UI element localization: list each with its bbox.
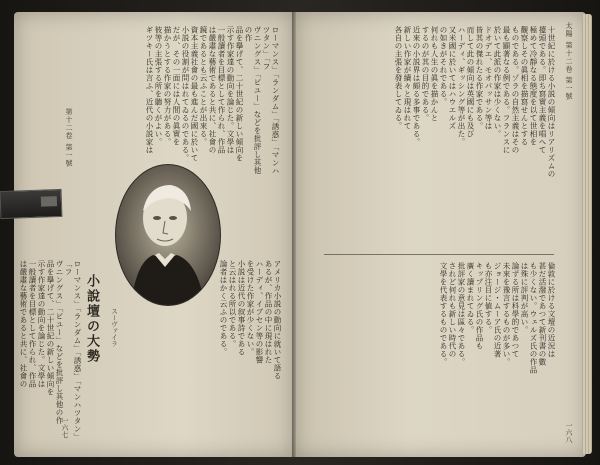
left-folio: 一六七 xyxy=(61,417,69,438)
text-line: ものである。ゾラの自然主義はその xyxy=(511,26,520,154)
text-line: と云はれる所以である。 xyxy=(228,260,237,348)
text-line: 小説の役割が問はれてゐるのである。 xyxy=(181,26,190,162)
text-line: ローマンス」「ランダム」「誘惑」「マンハツタン」「フ xyxy=(262,26,280,175)
text-line: 廣く讀まれてゐる。 xyxy=(466,262,475,334)
text-line: 近來の小説界は頗る多事である。 xyxy=(412,26,421,146)
text-line: も亦注目に値する。 xyxy=(484,262,493,334)
text-line: ドオデエ、モオパッサン等は xyxy=(484,26,493,130)
text-line: 最も顯著なる例である。フランスに xyxy=(502,26,511,154)
text-line: アメリカ小説の動向に就いて語る xyxy=(273,260,282,380)
text-line: 一般讀者を目標として作られ、作品 xyxy=(28,260,37,388)
text-line: キップリング氏の作品も xyxy=(475,262,484,350)
bookmark-clip xyxy=(0,189,62,219)
text-line: 一般讀者を目標として作られ、作品 xyxy=(217,26,226,154)
right-body-bottom xyxy=(321,262,556,447)
text-line: 描かうとする作家の努力がある。 xyxy=(163,26,172,146)
text-line: 新しい作家が續々と現はれて xyxy=(403,26,412,130)
text-line: 資本主義社會の最も進んだ國に於いて xyxy=(190,26,199,162)
text-line: ヴニングス」「ビユー」などを批評し其他の作 xyxy=(55,260,64,425)
text-line: 倫敦に於ける文壇の近況は xyxy=(547,262,556,358)
right-page xyxy=(294,12,586,457)
text-line: 論ずる所は科學的であつて xyxy=(511,262,520,358)
text-line: 示す作家達の動向を論じた。文學は xyxy=(37,260,46,388)
text-line: 皆其の傑れたる作家である。 xyxy=(475,26,484,130)
left-running-head: 第十二卷 第一號 xyxy=(65,108,73,168)
right-body-top xyxy=(321,26,556,251)
text-line: 於いて此派の作家は少くない。 xyxy=(493,26,502,138)
text-line: は嚴肅な藝術であると共に、社會の xyxy=(208,26,217,154)
text-line: するのが其の目的である。 xyxy=(421,26,430,122)
left-page xyxy=(14,12,294,457)
text-line: ジョージ・ムーア氏の近著 xyxy=(493,262,502,358)
text-line: を受けた作家が少くない。 xyxy=(246,260,255,356)
text-line: ヴニングス」「ビユー」などを批評し其他の作 xyxy=(244,26,262,175)
right-folio: 一六八 xyxy=(565,422,573,443)
text-line: 品を擧げて、二十世紀の新しい傾向を xyxy=(46,260,55,396)
text-line: 鏡であるとも云ふことが出來る。 xyxy=(199,26,208,146)
text-line: 示す作家達の動向を論じた。文學は xyxy=(226,26,235,154)
page-edge-stack xyxy=(582,14,592,454)
text-line: ハーディ、ギッシング等が出た。 xyxy=(457,26,466,146)
section-title: 小說壇の大勢 xyxy=(84,274,99,364)
portrait-caption: スーヴァイラ xyxy=(110,308,118,347)
text-line: は嚴肅な藝術であると共に、社會の xyxy=(19,260,28,388)
text-line: ギツキー氏は言ふ、近代の小説家は xyxy=(145,26,154,154)
text-line: 甚だ活潑であつて新刊書の數 xyxy=(538,262,547,366)
text-line: も少くない。ウェルズ氏の作品 xyxy=(529,262,538,374)
book-gutter xyxy=(292,12,296,457)
section-divider xyxy=(324,254,554,255)
left-body-bottom xyxy=(112,260,282,450)
text-line: あるが、作品の中に現はれた xyxy=(264,260,273,364)
text-line: ローマンス」「ランダム」「誘惑」「マンハツタン」「フ xyxy=(64,260,82,441)
text-line: 品を擧げて、二十世紀の新しい傾向を xyxy=(235,26,244,162)
text-line: 極めて冷靜なる態度を以て世相を xyxy=(529,26,538,146)
text-line: されど何れも新しい時代の xyxy=(448,262,457,358)
text-line: だが、その一面には人間の眞實を xyxy=(172,26,181,146)
text-line: 觀察しその眞相を描寫せんとする xyxy=(520,26,529,146)
text-line: 各自の主張を發表してゐる。 xyxy=(394,26,403,130)
text-line: 文學を代表するものである。 xyxy=(439,262,448,366)
text-line: の如きがそれである。 xyxy=(439,26,448,106)
text-line: 又米國に於いてはハウエルズ xyxy=(448,26,457,130)
text-line: 論者はかく云ふのである。 xyxy=(219,260,228,356)
right-running-head: 太陽 第十二卷 第一號 xyxy=(565,22,573,101)
text-line: 未來を豫言するものが多い。 xyxy=(502,262,511,366)
text-line: 十世紀に於ける小説の傾向はリアリズムの xyxy=(547,26,556,178)
text-line: 批評家の意見は區々である。 xyxy=(457,262,466,366)
text-line: 而して此の傾向は英國にも及び xyxy=(466,26,475,138)
text-line: 擡頭である。即ち寫實主義を唱へて xyxy=(538,26,547,154)
text-line: 何れも人生の眞を描かんと xyxy=(430,26,439,122)
text-line: 小説は近代の叙事詩である xyxy=(237,260,246,356)
left-body-bottom-extra xyxy=(19,260,82,450)
text-line: は殊に評判が高い。 xyxy=(520,262,529,334)
text-line: ハーディ、イブセン等の影響 xyxy=(255,260,264,364)
text-line: 彼等の主張する所を聽くがよい。 xyxy=(154,26,163,146)
left-body-top xyxy=(70,26,280,176)
